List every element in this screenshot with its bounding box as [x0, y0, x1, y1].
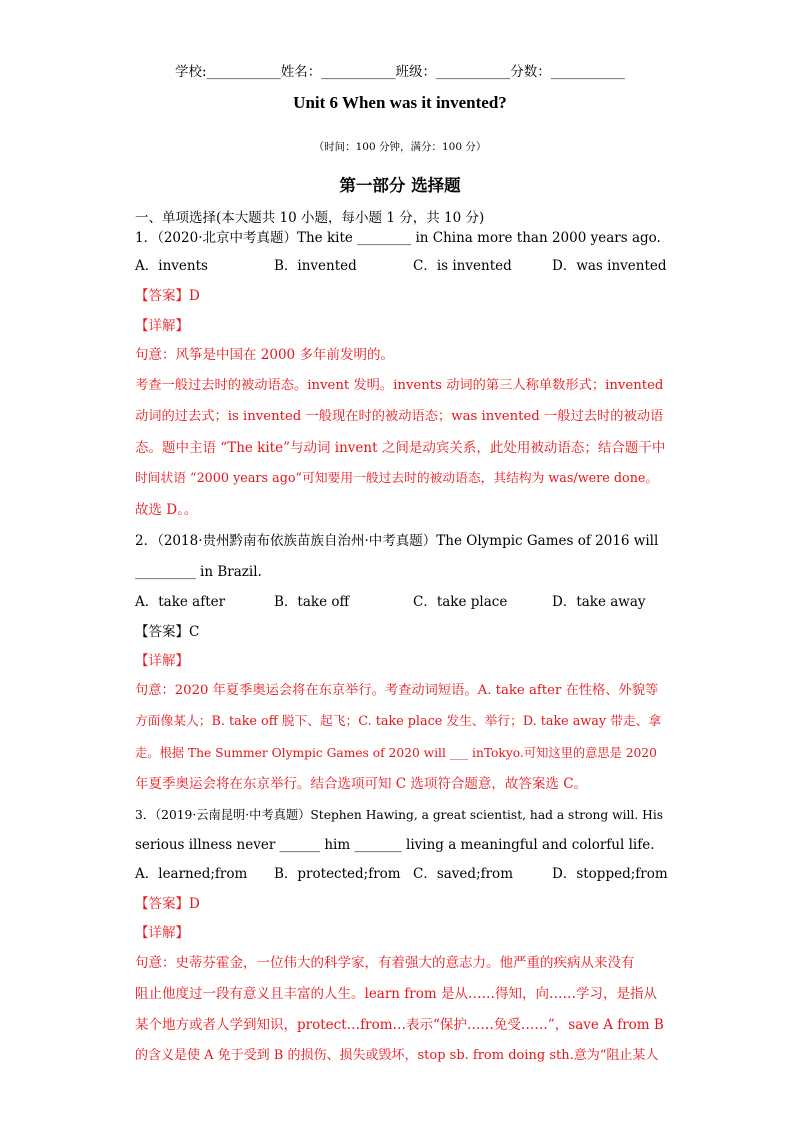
q2-option-d: D．take away	[552, 594, 646, 610]
student-info-line: 学校:___________姓名：___________班级：___________分数：___________	[174, 64, 626, 80]
q1-detail-label: 【详解】	[135, 318, 189, 334]
q3-stem: serious illness never ______ him _______ living a meaningful and colorful life.	[135, 837, 655, 853]
q2-explanation-line: 句意：2020 年夏季奥运会将在东京举行。考查动词短语。A. take after 在性格、外貌等	[135, 683, 659, 698]
q1-answer: 【答案】D	[135, 288, 200, 304]
q3-option-b: B．protected;from	[274, 866, 401, 882]
q2-option-c: C．take place	[413, 594, 508, 610]
q1-option-b: B．invented	[274, 258, 357, 274]
q2-option-b: B．take off	[274, 594, 350, 610]
q1-explanation-line: 故选 D。。	[135, 502, 198, 518]
q2-answer: 【答案】C	[135, 624, 200, 640]
q3-answer: 【答案】D	[135, 896, 200, 912]
q1-option-d: D．was invented	[552, 258, 667, 274]
q3-explanation-line: 句意：史蒂芬霍金，一位伟大的科学家，有着强大的意志力。他严重的疾病从来没有	[135, 955, 635, 971]
q2-explanation-line: 年夏季奥运会将在东京举行。结合选项可知 C 选项符合题意，故答案选 C。	[135, 776, 588, 792]
q3-detail-label: 【详解】	[135, 925, 189, 941]
page-title: Unit 6 When was it invented?	[293, 93, 507, 112]
q1-explanation-line: 时间状语 “2000 years ago”可知要用一般过去时的被动语态，其结构为 was/were done。	[135, 471, 659, 486]
part-title: 第一部分 选择题	[339, 176, 461, 195]
q2-explanation-line: 方面像某人；B. take off 脱下、起飞；C. take place 发生、举行；D. take away 带走、拿	[135, 714, 662, 729]
q2-detail-label: 【详解】	[135, 653, 189, 669]
q3-explanation-line: 阻止他度过一段有意义且丰富的人生。learn from 是从……得知，向……学习，是指从	[135, 986, 657, 1002]
q3-option-a: A．learned;from	[135, 866, 248, 882]
q3-stem: 3．（2019·云南昆明·中考真题）Stephen Hawing, a great scientist, had a strong will. His	[135, 808, 664, 822]
q3-explanation-line: 某个地方或者人学到知识，protect…from…表示“保护……免受……”，save A from B	[135, 1017, 664, 1033]
q1-explanation-line: 句意：风筝是中国在 2000 多年前发明的。	[135, 347, 394, 363]
q3-option-d: D．stopped;from	[552, 866, 668, 882]
q1-option-a: A．invents	[135, 258, 208, 274]
q2-option-a: A．take after	[135, 594, 226, 610]
q1-explanation-line: 态。题中主语 “The kite”与动词 invent 之间是动宾关系，此处用被动语态；结合题干中	[135, 440, 666, 456]
q1-option-c: C．is invented	[413, 258, 512, 274]
q1-stem: 1．（2020·北京中考真题）The kite ________ in China more than 2000 years ago.	[135, 230, 661, 246]
q3-explanation-line: 的含义是使 A 免于受到 B 的损伤、损失或毁坏，stop sb. from doing sth.意为“阻止某人	[135, 1048, 659, 1063]
q2-stem: _________ in Brazil.	[135, 564, 262, 580]
section-heading: 一、单项选择(本大题共 10 小题，每小题 1 分，共 10 分)	[135, 210, 485, 226]
q1-explanation-line: 考查一般过去时的被动语态。invent 发明。invents 动词的第三人称单数形式；invented	[135, 378, 664, 393]
q2-stem: 2．（2018·贵州黔南布依族苗族自治州·中考真题）The Olympic Games of 2016 will	[135, 533, 659, 549]
q1-explanation-line: 动词的过去式；is invented 一般现在时的被动语态；was invented 一般过去时的被动语	[135, 409, 664, 424]
q3-option-c: C．saved;from	[413, 866, 513, 882]
q2-explanation-line: 走。根据 The Summer Olympic Games of 2020 will ___ inTokyo.可知这里的意思是 2020	[135, 746, 657, 760]
time-note: （时间：100 分钟，满分：100 分）	[313, 141, 487, 153]
